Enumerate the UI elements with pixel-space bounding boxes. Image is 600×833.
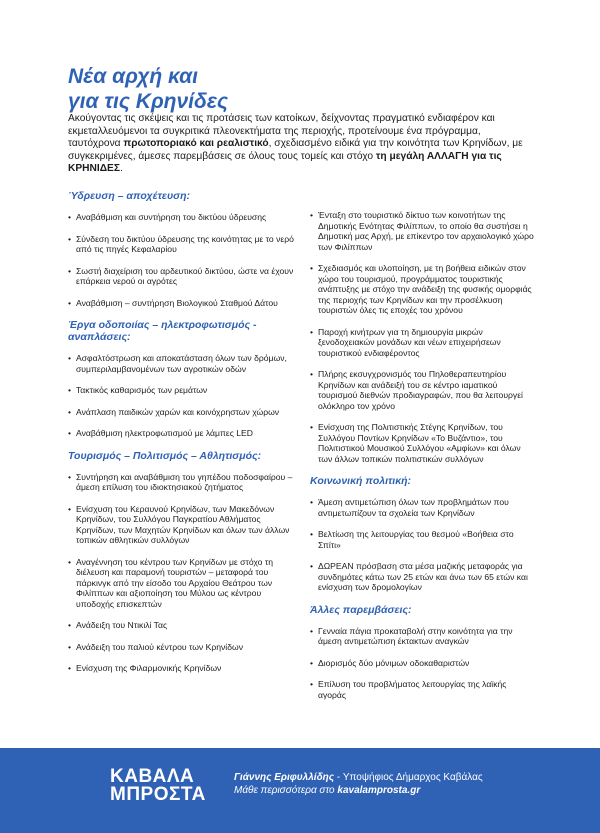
section-item-list	[68, 472, 296, 674]
section-title: Άλλες παρεμβάσεις:	[310, 603, 412, 616]
website-link[interactable]: kavalamprosta.gr	[337, 785, 421, 796]
list-item: • Παροχή κινήτρων για τη δημιουργία μικρών ξενοδοχειακών μονάδων και νέων επιχειρήσεων τουριστικού ενδιαφέροντος	[310, 327, 536, 359]
list-item: • Ενίσχυση του Κεραυνού Κρηνίδων, των Μακεδόνων Κρηνίδων, του Συλλόγου Παγκρατίου Αθλήματος Κρηνίδων, των Μαχητών Κρηνίδων και όλων των άλλων τοπικών αθλητικών συλλόγων	[68, 504, 296, 546]
list-item: • Τακτικός καθαρισμός των ρεμάτων	[68, 385, 296, 396]
list-item: • Ενίσχυση της Πολιτιστικής Στέγης Κρηνίδων, του Συλλόγου Ποντίων Κρηνίδων «Το Βυζάντιο», του Πολιτιστικού Μουσικού Συλλόγου «Αμφίων» και όλων των άλλων τοπικών πολιτιστικών συλλόγων	[310, 422, 536, 464]
section-item-list	[310, 497, 536, 593]
list-item: • Ανάπλαση παιδικών χαρών και κοινόχρηστων χώρων	[68, 407, 296, 418]
section-item-list	[310, 626, 536, 701]
title-line-1: Νέα αρχή και	[68, 65, 198, 88]
list-item: • Αναγέννηση του κέντρου των Κρηνίδων με στόχο τη διέλευση και παραμονή τουριστών – μεταφορά του πάρκινγκ από την είσοδο του Αρχαίου Θεάτρου των Φιλίππων και αξιοποίηση του Μύλου ως κέντρου υποδοχής επισκεπτών	[68, 557, 296, 610]
program-section	[310, 210, 536, 464]
logo-line-1: ΚΑΒΑΛΑ	[110, 766, 195, 787]
intro-text-3: .	[119, 163, 123, 175]
list-item: • Ανάδειξη του παλιού κέντρου των Κρηνίδων	[68, 642, 296, 653]
candidate-role: - Υποψήφιος Δήμαρχος Καβάλας	[334, 772, 483, 783]
section-item-list	[68, 353, 296, 439]
list-item: • Αναβάθμιση ηλεκτροφωτισμού με λάμπες LED	[68, 428, 296, 439]
section-item-list	[310, 210, 536, 464]
left-column	[68, 190, 296, 685]
list-item: • Άμεση αντιμετώπιση όλων των προβλημάτων που αντιμετωπίζουν τα σχολεία των Κρηνίδων	[310, 497, 536, 518]
section-title: Τουρισμός – Πολιτισμός – Αθλητισμός:	[68, 449, 262, 462]
list-item: • Σχεδιασμός και υλοποίηση, με τη βοήθεια ειδικών στον χώρο του τουρισμού, προγράμματος τουριστικής ανάπτυξης με στόχο την ανάδειξη της φυσικής ομορφιάς της περιοχής των Κρηνίδων και την προσέλκυση τουριστών όλες τις εποχές του χρόνου	[310, 263, 536, 316]
intro-text-1: Ακούγοντας τις σκέψεις και τις προτάσεις των κατοίκων, δείχνοντας πραγματικό ενδιαφέρον και εκμεταλλευόμενοι τα συγκριτικά πλεονεκτήματα της περιοχής, προτείνουμε ένα πρόγραμμα, ταυτόχρονα	[68, 113, 495, 150]
list-item: • Ένταξη στο τουριστικό δίκτυο των κοινοτήτων της Δημοτικής Ενότητας Φιλίππων, το οποίο θα συστήσει η Δημοτική μας Αρχή, με επίκεντρο τον αρχαιολογικό χώρο των Φιλίππων	[310, 210, 536, 252]
list-item: • Ανάδειξη του Ντικιλί Τας	[68, 620, 296, 631]
intro-bold-2: τη μεγάλη ΑΛΛΑΓΗ για τις ΚΡΗΝΙΔΕΣ	[68, 150, 502, 175]
more-text: Μάθε περισσότερα στο	[234, 785, 338, 796]
section-title: Κοινωνική πολιτική:	[310, 475, 412, 487]
title-line-2: για τις Κρηνίδες	[68, 90, 229, 113]
intro-paragraph	[68, 113, 536, 176]
program-section	[310, 475, 536, 593]
program-section	[310, 604, 536, 701]
section-item-list	[68, 212, 296, 308]
logo-line-2: ΜΠΡΟΣΤΑ	[110, 784, 206, 805]
list-item: • Αναβάθμιση – συντήρηση Βιολογικού Σταθμού Δάτου	[68, 298, 296, 309]
list-item: • Αναβάθμιση και συντήρηση του δικτύου ύδρευσης	[68, 212, 296, 223]
list-item: • Επίλυση του προβλήματος λειτουργίας της λαϊκής αγοράς	[310, 679, 536, 700]
section-title: Έργα οδοποιίας – ηλεκτροφωτισμός - αναπλάσεις:	[68, 319, 257, 343]
list-item: • ΔΩΡΕΑΝ πρόσβαση στα μέσα μαζικής μεταφοράς για συνδημότες κάτω των 25 ετών και άνω των 65 ετών και ενίσχυση των δρομολογίων	[310, 561, 536, 593]
section-title: Ύδρευση – αποχέτευση:	[68, 190, 191, 202]
list-item: • Ενίσχυση της Φιλαρμονικής Κρηνίδων	[68, 663, 296, 674]
kavala-mprosta-logo	[110, 768, 206, 804]
more-info-line	[234, 784, 483, 797]
intro-text-2: , σχεδιασμένο ειδικά για την κοινότητα των Κρηνίδων, με συγκεκριμένες, άμεσες παρεμβάσεις σε όλους τους τομείς και στόχο	[68, 138, 523, 162]
page-title	[68, 64, 228, 114]
list-item: • Βελτίωση της λειτουργίας του θεσμού «Βοήθεια στο Σπίτι»	[310, 529, 536, 550]
program-section	[68, 190, 296, 308]
program-section	[68, 319, 296, 439]
list-item: • Ασφαλτόστρωση και αποκατάσταση όλων των δρόμων, συμπεριλαμβανομένων των αγροτικών οδών	[68, 353, 296, 374]
intro-bold-1: πρωτοποριακό και ρεαλιστικό	[123, 138, 269, 150]
candidate-info	[234, 771, 483, 797]
list-item: • Διορισμός δύο μόνιμων οδοκαθαριστών	[310, 658, 536, 669]
right-column	[310, 210, 536, 711]
list-item: • Σωστή διαχείριση του αρδευτικού δικτύου, ώστε να έχουν επάρκεια νερού οι αγρότες	[68, 266, 296, 287]
list-item: • Γενναία πάγια προκαταβολή στην κοινότητα για την άμεση αντιμετώπιση έκτακτων αναγκών	[310, 626, 536, 647]
candidate-name: Γιάννης Εριφυλλίδης	[234, 772, 335, 783]
list-item: • Συντήρηση και αναβάθμιση του γηπέδου ποδοσφαίρου – άμεση επίλυση του ιδιοκτησιακού ζητήματος	[68, 472, 296, 493]
list-item: • Σύνδεση του δικτύου ύδρευσης της κοινότητας με το νερό από τις πηγές Κεφαλαρίου	[68, 234, 296, 255]
program-section	[68, 450, 296, 674]
candidate-line	[234, 771, 483, 784]
list-item: • Πλήρης εκσυγχρονισμός του Πηλοθεραπευτηρίου Κρηνίδων και ανάδειξή του σε κέντρο ιαματικού τουρισμού διεθνών προδιαγραφών, που θα λειτουργεί ολόκληρο τον χρόνο	[310, 369, 536, 411]
